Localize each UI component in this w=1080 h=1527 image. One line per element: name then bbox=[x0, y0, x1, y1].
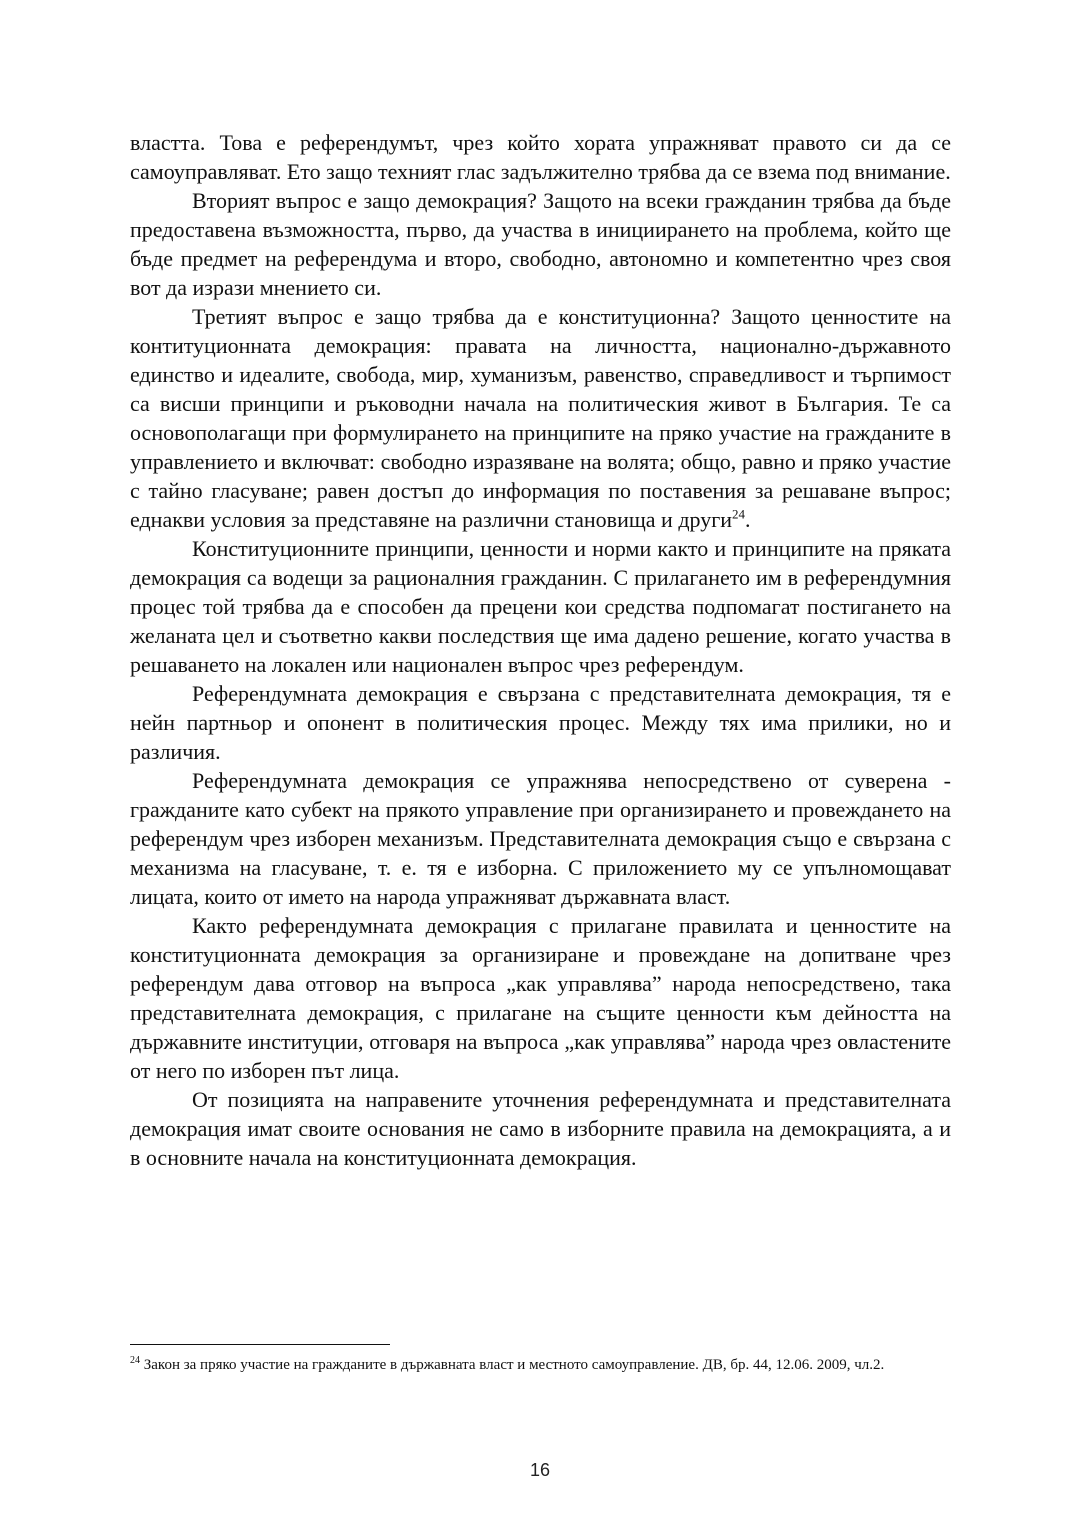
footnote-text: Закон за пряко участие на гражданите в държавната власт и местното самоуправление. ДВ, бр. 44, 12.06. 2009, чл.2. bbox=[140, 1357, 885, 1373]
paragraph-3-end: . bbox=[745, 507, 751, 532]
paragraph-3 bbox=[130, 302, 951, 534]
paragraph-7: Както референдумната демокрация с прилагане правилата и ценностите на конституционната демокрация за организиране и провеждане на допитване чрез референдум дава отговор на въпроса „как управлява” народа непосредствено, така представителната демокрация, с прилагане на същите ценности към дейността на държавните институции, отговаря на въпроса „как управлява” народа чрез овластените от него по изборен път лица. bbox=[130, 913, 951, 1083]
footnote bbox=[130, 1355, 951, 1376]
footnote-separator bbox=[130, 1344, 390, 1345]
document-body bbox=[130, 128, 951, 1172]
paragraph-8: От позицията на направените уточнения референдумната и представителната демокрация имат своите основания не само в изборните правила на демокрацията, а и в основните начала на конституционната демокрация. bbox=[130, 1087, 951, 1170]
paragraph-2: Вторият въпрос е защо демокрация? Защото на всеки гражданин трябва да бъде предоставена възможността, първо, да участва в инициирането на проблема, който ще бъде предмет на референдума и второ, свободно, автономно и компетентно чрез своя вот да изрази мнението си. bbox=[130, 188, 951, 300]
paragraph-6: Референдумната демокрация се упражнява непосредствено от суверена - гражданите като субект на прякото управление при организирането и провеждането на референдум чрез изборен механизъм. Представителната демокрация също е свързана с механизма на гласуване, т. е. тя е изборна. С приложението му се упълномощават лицата, които от името на народа упражняват държавната власт. bbox=[130, 768, 951, 909]
paragraph-5: Референдумната демокрация е свързана с представителната демокрация, тя е нейн партньор и опонент в политическия процес. Между тях има прилики, но и различия. bbox=[130, 681, 951, 764]
page-number: 16 bbox=[529, 1460, 551, 1480]
paragraph-4: Конституционните принципи, ценности и норми както и принципите на пряката демокрация са водещи за рационалния гражданин. С прилагането им в референдумния процес той трябва да е способен да прецени кои средства подпомагат постигането на желаната цел и съответно какви последствия ще има дадено решение, когато участва в решаването на локален или национален въпрос чрез референдум. bbox=[130, 536, 951, 677]
paragraph-3-text: Третият въпрос е защо трябва да е конституционна? Защото ценностите на контитуционната демокрация: правата на личността, национално-държавното единство и идеалите, свобода, мир, хуманизъм, равенство, справедливост и търпимост са висши принципи и ръководни начала на политическия живот в България. Те са основополагащи при формулирането на принципите на пряко участие на гражданите в управлението и включват: свободно изразяване на волята; общо, равно и пряко участие с тайно гласуване; равен достъп до информация по поставения за решаване въпрос; еднакви условия за представяне на различни становища и други bbox=[130, 304, 951, 532]
paragraph-1: властта. Това е референдумът, чрез който хората упражняват правото си да се самоуправляват. Ето защо техният глас задължително трябва да се взема под внимание. bbox=[130, 130, 951, 184]
footnote-number: 24 bbox=[130, 1355, 140, 1366]
footnote-reference: 24 bbox=[732, 506, 746, 522]
